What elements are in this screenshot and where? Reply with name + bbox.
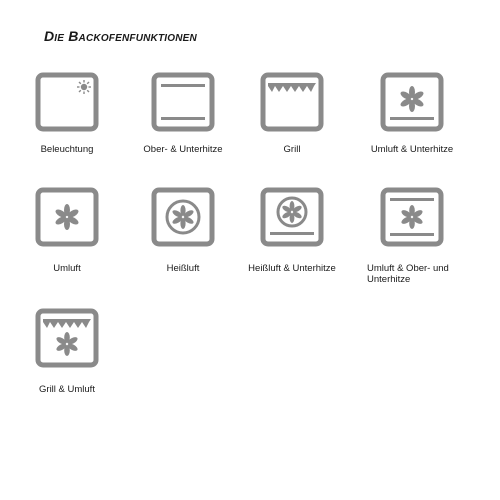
function-label: Heißluft [166, 263, 200, 274]
function-label: Umluft & Ober- und Unterhitze [367, 263, 449, 285]
function-label: Grill & Umluft [39, 384, 95, 395]
fan-icon [35, 187, 99, 247]
function-light [12, 72, 122, 155]
function-label: Beleuchtung [40, 144, 94, 155]
top-bottom-heat-icon [151, 72, 215, 132]
function-fan-top-bottom-heat [357, 187, 467, 285]
hot-air-bottom-heat-icon [260, 187, 324, 247]
function-label: Umluft [53, 263, 81, 274]
function-grill-fan [12, 308, 122, 395]
grill-fan-icon [35, 308, 99, 368]
function-label: Ober- & Unterhitze [143, 144, 223, 155]
page-title: Die Backofenfunktionen [44, 28, 197, 44]
function-fan [12, 187, 122, 274]
function-label: Heißluft & Unterhitze [248, 263, 336, 274]
function-hot-air-bottom-heat [237, 187, 347, 274]
hot-air-icon [151, 187, 215, 247]
function-grill [237, 72, 347, 155]
light-icon [35, 72, 99, 132]
function-fan-bottom-heat [357, 72, 467, 155]
function-hot-air [128, 187, 238, 274]
function-label: Umluft & Unterhitze [370, 144, 454, 155]
function-label: Grill [283, 144, 301, 155]
fan-bottom-heat-icon [380, 72, 444, 132]
grill-icon [260, 72, 324, 132]
function-top-bottom-heat [128, 72, 238, 155]
fan-top-bottom-heat-icon [380, 187, 444, 247]
